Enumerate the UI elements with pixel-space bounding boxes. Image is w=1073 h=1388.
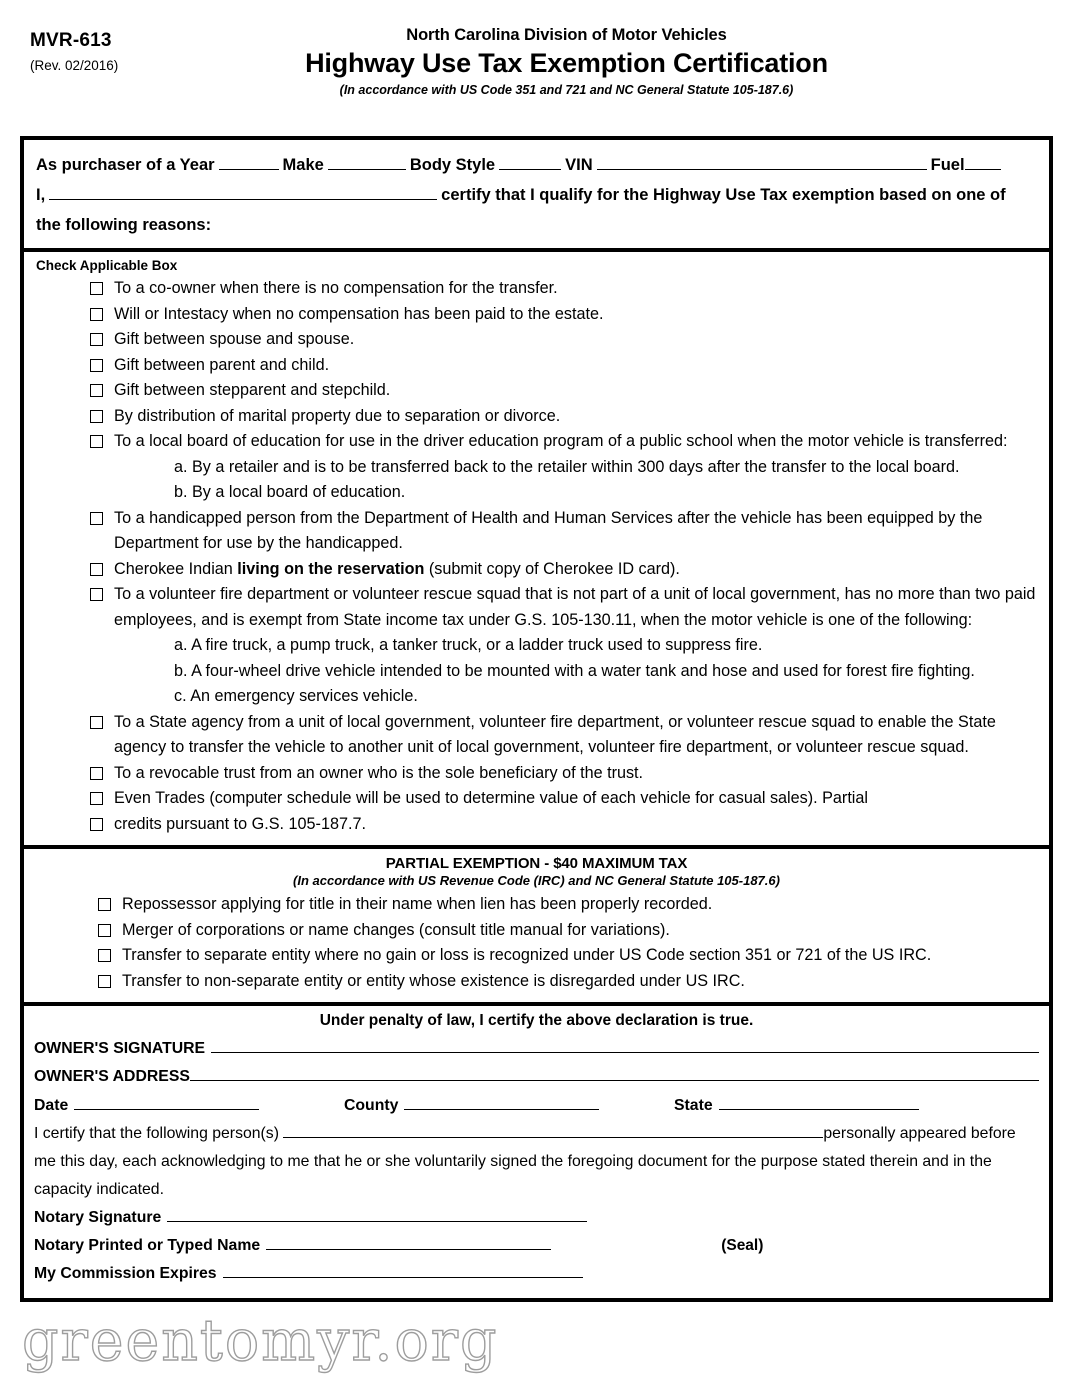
partial-checklist-item[interactable] [36,943,1037,969]
checklist-item[interactable] [36,429,1037,455]
checklist-item-label: To a volunteer fire department or volunteer rescue squad that is not part of a unit of local government, has no more than two paid employees, and is exempt from State income tax under G.S. 105-130.11, when the motor vehicle is one of the following: [114,585,1036,629]
partial-checklist-item-label: Repossessor applying for title in their name when lien has been properly recorded. [122,895,713,913]
form-header [0,0,1073,136]
checklist-item[interactable] [36,761,1037,787]
person-names-input[interactable] [283,1122,823,1138]
partial-exemption-subtitle: (In accordance with US Revenue Code (IRC) and NC General Statute 105-187.6) [293,873,780,888]
checkbox-icon[interactable] [90,563,103,576]
certify-pre-text: I certify that the following person(s) [34,1125,279,1142]
checkbox-icon[interactable] [98,949,111,962]
cherokee-pre-text: Cherokee Indian [114,559,238,578]
cherokee-bold-text: living on the reservation [237,559,425,578]
checkbox-icon[interactable] [90,359,103,372]
cherokee-post-text: (submit copy of Cherokee ID card). [424,559,680,578]
checklist-item[interactable] [36,378,1037,404]
checklist-item[interactable] [36,812,1037,838]
checkbox-icon[interactable] [90,282,103,295]
owner-signature-row [34,1035,1039,1063]
vin-label: VIN [565,156,593,174]
checklist-item[interactable] [36,404,1037,430]
partial-exemption-section [24,845,1049,1002]
checklist-item[interactable] [36,327,1037,353]
checkbox-icon[interactable] [98,924,111,937]
checklist-item-label: Gift between parent and child. [114,355,330,374]
accordance-note: (In accordance with US Code 351 and 721 and NC General Statute 105-187.6) [339,83,794,97]
date-group [34,1091,344,1120]
checkbox-icon[interactable] [98,975,111,988]
checkbox-icon[interactable] [90,716,103,729]
date-county-state-row [34,1091,1039,1120]
partial-checklist-item[interactable] [36,918,1037,944]
checklist-item-label: To a State agency from a unit of local government, volunteer fire department, or volunteer rescue squad to enable the State agency to transfer the vehicle to another unit of local government, volunteer fire department, or volunteer rescue squad. [114,712,996,756]
purchaser-name-input[interactable] [49,183,437,200]
county-label: County [344,1097,399,1114]
make-input[interactable] [328,153,406,170]
seal-label: (Seal) [721,1237,764,1254]
checklist-item[interactable] [36,506,1037,557]
notary-printed-name-label: Notary Printed or Typed Name [34,1237,261,1254]
county-input[interactable] [404,1094,599,1110]
form-number: MVR-613 [30,30,112,51]
checklist-item-label: Gift between stepparent and stepchild. [114,381,391,399]
checklist-subitem: c. An emergency services vehicle. [174,687,418,705]
commission-expires-input[interactable] [223,1262,583,1278]
checkbox-icon[interactable] [90,818,103,831]
body-style-label: Body Style [409,156,496,174]
checkbox-icon[interactable] [90,792,103,805]
checkbox-icon[interactable] [98,898,111,911]
partial-checklist-item-label: Transfer to non-separate entity or entity whose existence is disregarded under US IRC. [122,971,745,990]
checklist-item-label: Gift between spouse and spouse. [114,330,355,348]
commission-expires-row [34,1260,1039,1288]
certify-line-3: capacity indicated. [34,1181,164,1198]
certify-text: certify that I qualify for the Highway Use Tax exemption based on one of [441,186,1006,204]
certify-paragraph [34,1120,1039,1148]
checklist-item-label: To a revocable trust from an owner who is the sole beneficiary of the trust. [114,763,644,782]
checklist-item-label: By distribution of marital property due to separation or divorce. [114,406,561,425]
site-watermark: greentomyr.org [22,1308,499,1374]
checkbox-icon[interactable] [90,512,103,525]
checkbox-icon[interactable] [90,410,103,423]
notary-printed-name-input[interactable] [266,1234,551,1250]
checklist-item[interactable] [36,302,1037,328]
form-body-frame [20,136,1053,1302]
check-applicable-box-heading: Check Applicable Box [36,258,178,273]
fuel-label: Fuel [930,156,965,174]
checkbox-icon[interactable] [90,333,103,346]
state-label: State [674,1097,713,1114]
partial-checklist-item[interactable] [36,969,1037,995]
vin-input[interactable] [597,153,927,170]
checklist-subitem: b. By a local board of education. [174,483,406,501]
certifier-row [36,180,1037,210]
owner-address-input[interactable] [190,1065,1039,1081]
checklist-subitem: b. A four-wheel drive vehicle intended to be mounted with a water tank and hose and used for forest fire fighting. [174,661,975,680]
i-label: I, [36,186,46,204]
notary-signature-label: Notary Signature [34,1209,162,1226]
notary-signature-input[interactable] [167,1206,587,1222]
agency-name: North Carolina Division of Motor Vehicles [406,26,727,44]
county-group [344,1091,674,1120]
body-style-input[interactable] [499,153,561,170]
notary-printed-name-row [34,1232,1039,1260]
owner-signature-label: OWNER'S SIGNATURE [34,1040,206,1057]
checklist-item-label: credits pursuant to G.S. 105-187.7. [114,814,366,833]
owner-address-row [34,1063,1039,1091]
vehicle-info-row [36,150,1037,180]
checklist-item-label: To a co-owner when there is no compensation for the transfer. [114,279,558,297]
checklist-item[interactable] [36,557,1037,583]
checklist-item-label: Even Trades (computer schedule will be used to determine value of each vehicle for casual sales). Partial [114,789,869,807]
owner-address-label: OWNER'S ADDRESS [34,1068,190,1085]
checkbox-icon[interactable] [90,384,103,397]
checklist-item[interactable] [36,276,1037,302]
page-title: Highway Use Tax Exemption Certification [305,48,828,78]
partial-exemption-title: PARTIAL EXEMPTION - $40 MAXIMUM TAX [385,855,688,872]
partial-checklist-item-label: Merger of corporations or name changes (consult title manual for variations). [122,920,670,939]
checkbox-icon[interactable] [90,767,103,780]
checklist-item-label [114,557,1037,583]
owner-signature-input[interactable] [211,1037,1039,1053]
certify-line-2: me this day, each acknowledging to me that he or she voluntarily signed the foregoing document for the purpose stated therein and in the [34,1153,992,1170]
notary-section [24,1002,1049,1298]
fuel-input[interactable] [965,153,1001,170]
date-input[interactable] [74,1094,259,1110]
checklist-item-label: Will or Intestacy when no compensation has been paid to the estate. [114,304,604,323]
certify-post-text: personally appeared before [823,1125,1016,1142]
state-group [674,1091,919,1120]
penalty-declaration: Under penalty of law, I certify the above declaration is true. [319,1012,754,1029]
checklist-item[interactable] [36,710,1037,761]
form-revision-date: (Rev. 02/2016) [30,58,119,73]
notary-signature-row [34,1204,1039,1232]
following-reasons-text: the following reasons: [36,216,212,234]
date-label: Date [34,1097,69,1114]
checklist-item[interactable] [36,353,1037,379]
exemption-checklist-section [24,248,1049,845]
commission-expires-label: My Commission Expires [34,1265,217,1282]
purchaser-info-section [24,140,1049,248]
checklist-subitem: a. A fire truck, a pump truck, a tanker truck, or a ladder truck used to suppress fire. [174,636,763,654]
checklist-item[interactable] [36,786,1037,812]
state-input[interactable] [719,1094,919,1110]
year-input[interactable] [219,153,279,170]
checklist-item-label: To a handicapped person from the Department of Health and Human Services after the vehicle has been equipped by the Department for use by the handicapped. [114,508,983,552]
checklist-subitem: a. By a retailer and is to be transferred back to the retailer within 300 days after the transfer to the local board. [174,457,960,476]
checkbox-icon[interactable] [90,588,103,601]
partial-checklist-item-label: Transfer to separate entity where no gain or loss is recognized under US Code section 351 or 721 of the US IRC. [122,946,932,964]
checklist-item-label: To a local board of education for use in the driver education program of a public school when the motor vehicle is transferred: [114,432,1008,450]
checkbox-icon[interactable] [90,435,103,448]
partial-checklist-item[interactable] [36,892,1037,918]
make-label: Make [282,156,324,174]
reasons-row [36,210,1037,240]
checklist-item[interactable] [36,582,1037,633]
checkbox-icon[interactable] [90,308,103,321]
as-purchaser-label: As purchaser of a Year [36,156,215,174]
